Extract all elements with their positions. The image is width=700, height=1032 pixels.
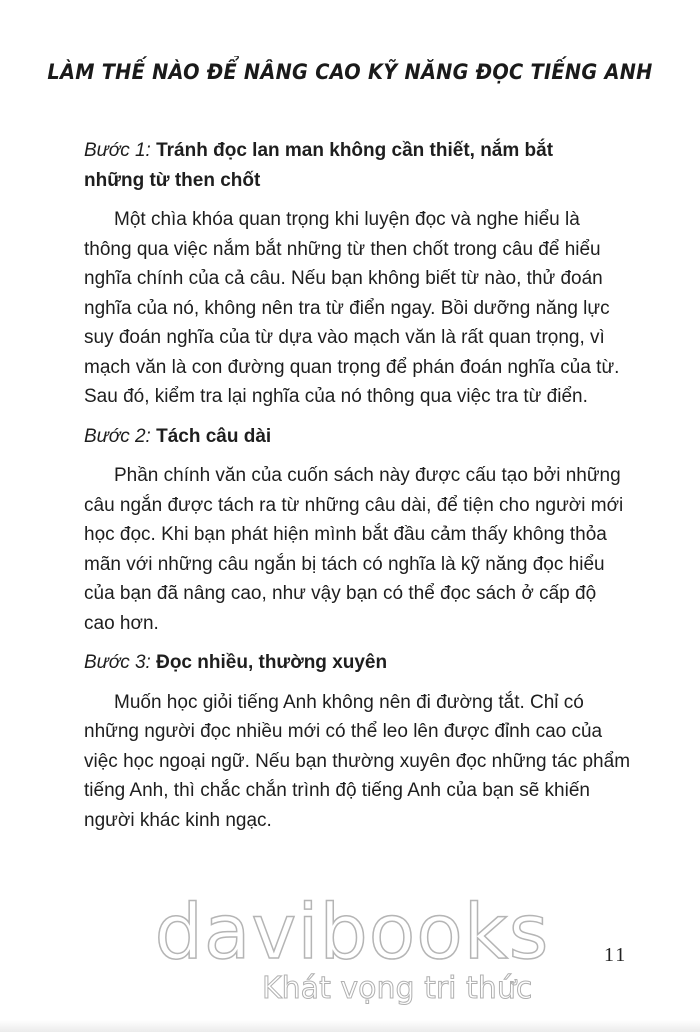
step-paragraph <box>84 205 630 412</box>
step-paragraph <box>84 688 630 836</box>
step-number: Bước 1: <box>84 140 151 161</box>
paragraph-line: Sau đó, kiểm tra lại nghĩa của nó thông qua việc tra từ điển. <box>84 386 588 407</box>
paragraph-line: tiếng Anh, thì chắc chắn trình độ tiếng Anh của bạn sẽ khiến <box>84 780 590 801</box>
paragraph-line: cao hơn. <box>84 612 159 634</box>
step-title-line: những từ then chốt <box>84 169 261 191</box>
step-title-line: Tách câu dài <box>156 425 272 447</box>
paragraph-line: mạch văn là con đường quan trọng để phán đoán nghĩa của từ. <box>84 356 620 378</box>
paragraph-line: suy đoán nghĩa của từ dựa vào mạch văn là rất quan trọng, vì <box>84 327 605 348</box>
step-heading <box>84 422 630 452</box>
step-3 <box>84 648 630 835</box>
paragraph-line: Muốn học giỏi tiếng Anh không nên đi đường tắt. Chỉ có <box>114 691 584 713</box>
paragraph-line: Phần chính văn của cuốn sách này được cấu tạo bởi những <box>114 465 621 486</box>
step-1 <box>84 136 630 422</box>
paragraph-line: câu ngắn được tách ra từ những câu dài, để tiện cho người mới <box>84 494 624 516</box>
publisher-watermark <box>152 887 552 1006</box>
page-body <box>84 136 630 835</box>
step-paragraph <box>84 461 630 638</box>
page-bottom-edge <box>0 1020 700 1032</box>
page-number: 11 <box>604 944 628 966</box>
watermark-slogan: Khát vọng tri thức <box>262 971 533 1006</box>
step-title-line: Đọc nhiều, thường xuyên <box>156 652 388 673</box>
paragraph-line: nghĩa của nó, không nên tra từ điển ngay. Bồi dưỡng năng lực <box>84 297 610 319</box>
step-2 <box>84 422 630 649</box>
step-title-line: Tránh đọc lan man không cần thiết, nắm bắt <box>156 140 554 161</box>
paragraph-line: những người đọc nhiều mới có thể leo lên được đỉnh cao của <box>84 721 603 742</box>
step-heading <box>84 648 630 678</box>
page-title: LÀM THẾ NÀO ĐỂ NÂNG CAO KỸ NĂNG ĐỌC TIẾNG ANH <box>47 60 653 84</box>
paragraph-line: học đọc. Khi bạn phát hiện mình bắt đầu cảm thấy không thỏa <box>84 524 607 545</box>
step-heading <box>84 136 630 195</box>
paragraph-line: mãn với những câu ngắn bị tách có nghĩa là kỹ năng đọc hiểu <box>84 553 605 575</box>
paragraph-line: người khác kinh ngạc. <box>84 809 272 831</box>
paragraph-line: nghĩa chính của cả câu. Nếu bạn không biết từ nào, thử đoán <box>84 268 603 289</box>
paragraph-line: việc học ngoại ngữ. Nếu bạn thường xuyên đọc những tác phẩm <box>84 750 631 772</box>
step-number: Bước 2: <box>84 425 151 447</box>
step-number: Bước 3: <box>84 652 151 673</box>
watermark-logo: davibooks <box>154 887 550 976</box>
paragraph-line: thông qua việc nắm bắt những từ then chốt trong câu để hiểu <box>84 238 601 260</box>
paragraph-line: Một chìa khóa quan trọng khi luyện đọc và nghe hiểu là <box>114 209 580 230</box>
paragraph-line: của bạn đã nâng cao, như vậy bạn có thể đọc sách ở cấp độ <box>84 583 597 604</box>
